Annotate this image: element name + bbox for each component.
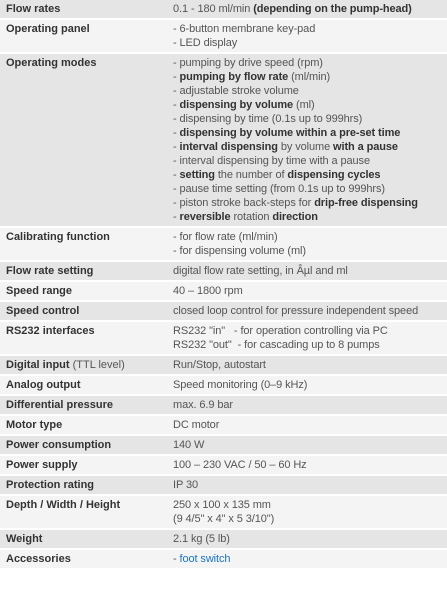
emphasis-text: dispensing by volume within a pre-set time [179,127,401,139]
spec-value-line: (9 4/5" x 4" x 5 3/10") [173,513,275,525]
spec-label [0,475,166,495]
spec-value-line: closed loop control for pressure independent speed [173,305,419,317]
value-text: - [173,169,180,181]
spec-row-accessories [0,549,447,569]
spec-label [0,435,166,455]
spec-value-line: DC motor [173,419,220,431]
spec-label-text: RS232 interfaces [6,325,95,337]
spec-label [0,321,166,355]
spec-value-line: Speed monitoring (0–9 kHz) [173,379,308,391]
spec-label-text: Digital input [6,359,70,371]
spec-label-text: Power supply [6,459,78,471]
spec-value [166,321,447,355]
spec-value [166,415,447,435]
spec-value [166,355,447,375]
spec-value-line [173,126,447,140]
value-text: - piston stroke back-steps for [173,197,315,209]
spec-label-text: Motor type [6,419,63,431]
emphasis-text: (depending on the pump-head) [250,3,412,15]
spec-value-line: digital flow rate setting, in Âµl and ml [173,265,348,277]
spec-value [166,375,447,395]
spec-value-line [173,196,447,210]
spec-row-power-supply [0,455,447,475]
spec-label [0,415,166,435]
spec-value-line [173,70,447,84]
value-text: (ml) [293,99,315,111]
spec-row-flow-rates [0,0,447,19]
spec-value [166,53,447,227]
spec-label-text: Differential pressure [6,399,113,411]
value-text: - [173,211,180,223]
spec-value-line: - 6-button membrane key-pad [173,23,316,35]
spec-row-motor-type [0,415,447,435]
spec-label-text: Depth / Width / Height [6,499,121,511]
spec-value [166,549,447,569]
spec-label [0,495,166,529]
emphasis-text: with a pause [333,141,398,153]
spec-label [0,0,166,19]
spec-row-operating-modes [0,53,447,227]
spec-value-line [173,2,447,16]
spec-label-text: Accessories [6,553,71,565]
spec-value [166,301,447,321]
spec-label [0,529,166,549]
spec-label [0,355,166,375]
spec-value-line: 100 – 230 VAC / 50 – 60 Hz [173,459,307,471]
spec-label-text: Protection rating [6,479,95,491]
spec-label-text: Flow rates [6,3,61,15]
spec-row-speed-control [0,301,447,321]
spec-value [166,261,447,281]
spec-value-line: 140 W [173,439,205,451]
value-text: (ml/min) [288,71,331,83]
spec-label-text: Speed range [6,285,73,297]
spec-label-text: Analog output [6,379,81,391]
spec-value-line [173,98,447,112]
spec-label [0,395,166,415]
emphasis-text: pumping by flow rate [179,71,289,83]
value-text: the number of [214,169,288,181]
spec-row-protection-rating [0,475,447,495]
spec-label [0,301,166,321]
value-text: - [173,71,180,83]
spec-value-line: - adjustable stroke volume [173,85,299,97]
accessory-link[interactable]: foot switch [179,553,231,565]
spec-value [166,281,447,301]
value-text: 0.1 - 180 ml/min [173,3,251,15]
spec-value [166,529,447,549]
spec-value-line [173,552,447,566]
value-text: - [173,127,180,139]
spec-row-digital-input [0,355,447,375]
spec-value [166,19,447,53]
emphasis-text: direction [272,211,318,223]
emphasis-text: dispensing cycles [287,169,381,181]
spec-label [0,281,166,301]
spec-value-line: 250 x 100 x 135 mm [173,499,271,511]
spec-value-line: RS232 "out" - for cascading up to 8 pumps [173,339,380,351]
spec-value-line: - pause time setting (from 0.1s up to 999hrs) [173,183,385,195]
spec-value [166,227,447,261]
spec-value [166,475,447,495]
spec-label-suffix: (TTL level) [69,359,125,371]
spec-label-text: Operating modes [6,57,97,69]
spec-value-line [173,210,447,224]
value-text: rotation [230,211,273,223]
spec-label-text: Flow rate setting [6,265,94,277]
spec-value-line: 2.1 kg (5 lb) [173,533,230,545]
emphasis-text: reversible [179,211,231,223]
spec-value [166,395,447,415]
spec-row-depth-width-height [0,495,447,529]
emphasis-text: drip-free dispensing [314,197,418,209]
emphasis-text: dispensing by volume [179,99,294,111]
spec-label-text: Weight [6,533,43,545]
spec-value [166,0,447,19]
spec-value-line: - for flow rate (ml/min) [173,231,278,243]
spec-row-flow-rate-setting [0,261,447,281]
value-text: - [173,553,180,565]
spec-label-text: Calibrating function [6,231,110,243]
spec-label-text: Power consumption [6,439,112,451]
spec-value [166,495,447,529]
spec-label-text: Speed control [6,305,80,317]
spec-value-line: 40 – 1800 rpm [173,285,243,297]
spec-label [0,261,166,281]
spec-label [0,19,166,53]
spec-value-line [173,140,447,154]
value-text: - [173,141,180,153]
spec-value-line: IP 30 [173,479,198,491]
spec-row-power-consumption [0,435,447,455]
spec-value-line: - pumping by drive speed (rpm) [173,57,323,69]
spec-value-line: RS232 "in" - for operation controlling via PC [173,325,388,337]
emphasis-text: interval dispensing [179,141,278,153]
spec-row-weight [0,529,447,549]
spec-value-line: - interval dispensing by time with a pause [173,155,370,167]
spec-value-line: Run/Stop, autostart [173,359,266,371]
spec-row-rs232-interfaces [0,321,447,355]
spec-value-line: - dispensing by time (0.1s up to 999hrs) [173,113,363,125]
spec-row-operating-panel [0,19,447,53]
spec-row-analog-output [0,375,447,395]
spec-value-line: - for dispensing volume (ml) [173,245,306,257]
spec-label [0,227,166,261]
spec-value-line [173,168,447,182]
spec-value-line: - LED display [173,37,238,49]
spec-label [0,375,166,395]
spec-value [166,435,447,455]
spec-label [0,455,166,475]
spec-value [166,455,447,475]
spec-label [0,549,166,569]
spec-row-differential-pressure [0,395,447,415]
value-text: - [173,99,180,111]
spec-value-line: max. 6.9 bar [173,399,233,411]
spec-label-text: Operating panel [6,23,90,35]
emphasis-text: setting [179,169,215,181]
spec-row-speed-range [0,281,447,301]
spec-label [0,53,166,227]
spec-row-calibrating-function [0,227,447,261]
value-text: by volume [277,141,334,153]
